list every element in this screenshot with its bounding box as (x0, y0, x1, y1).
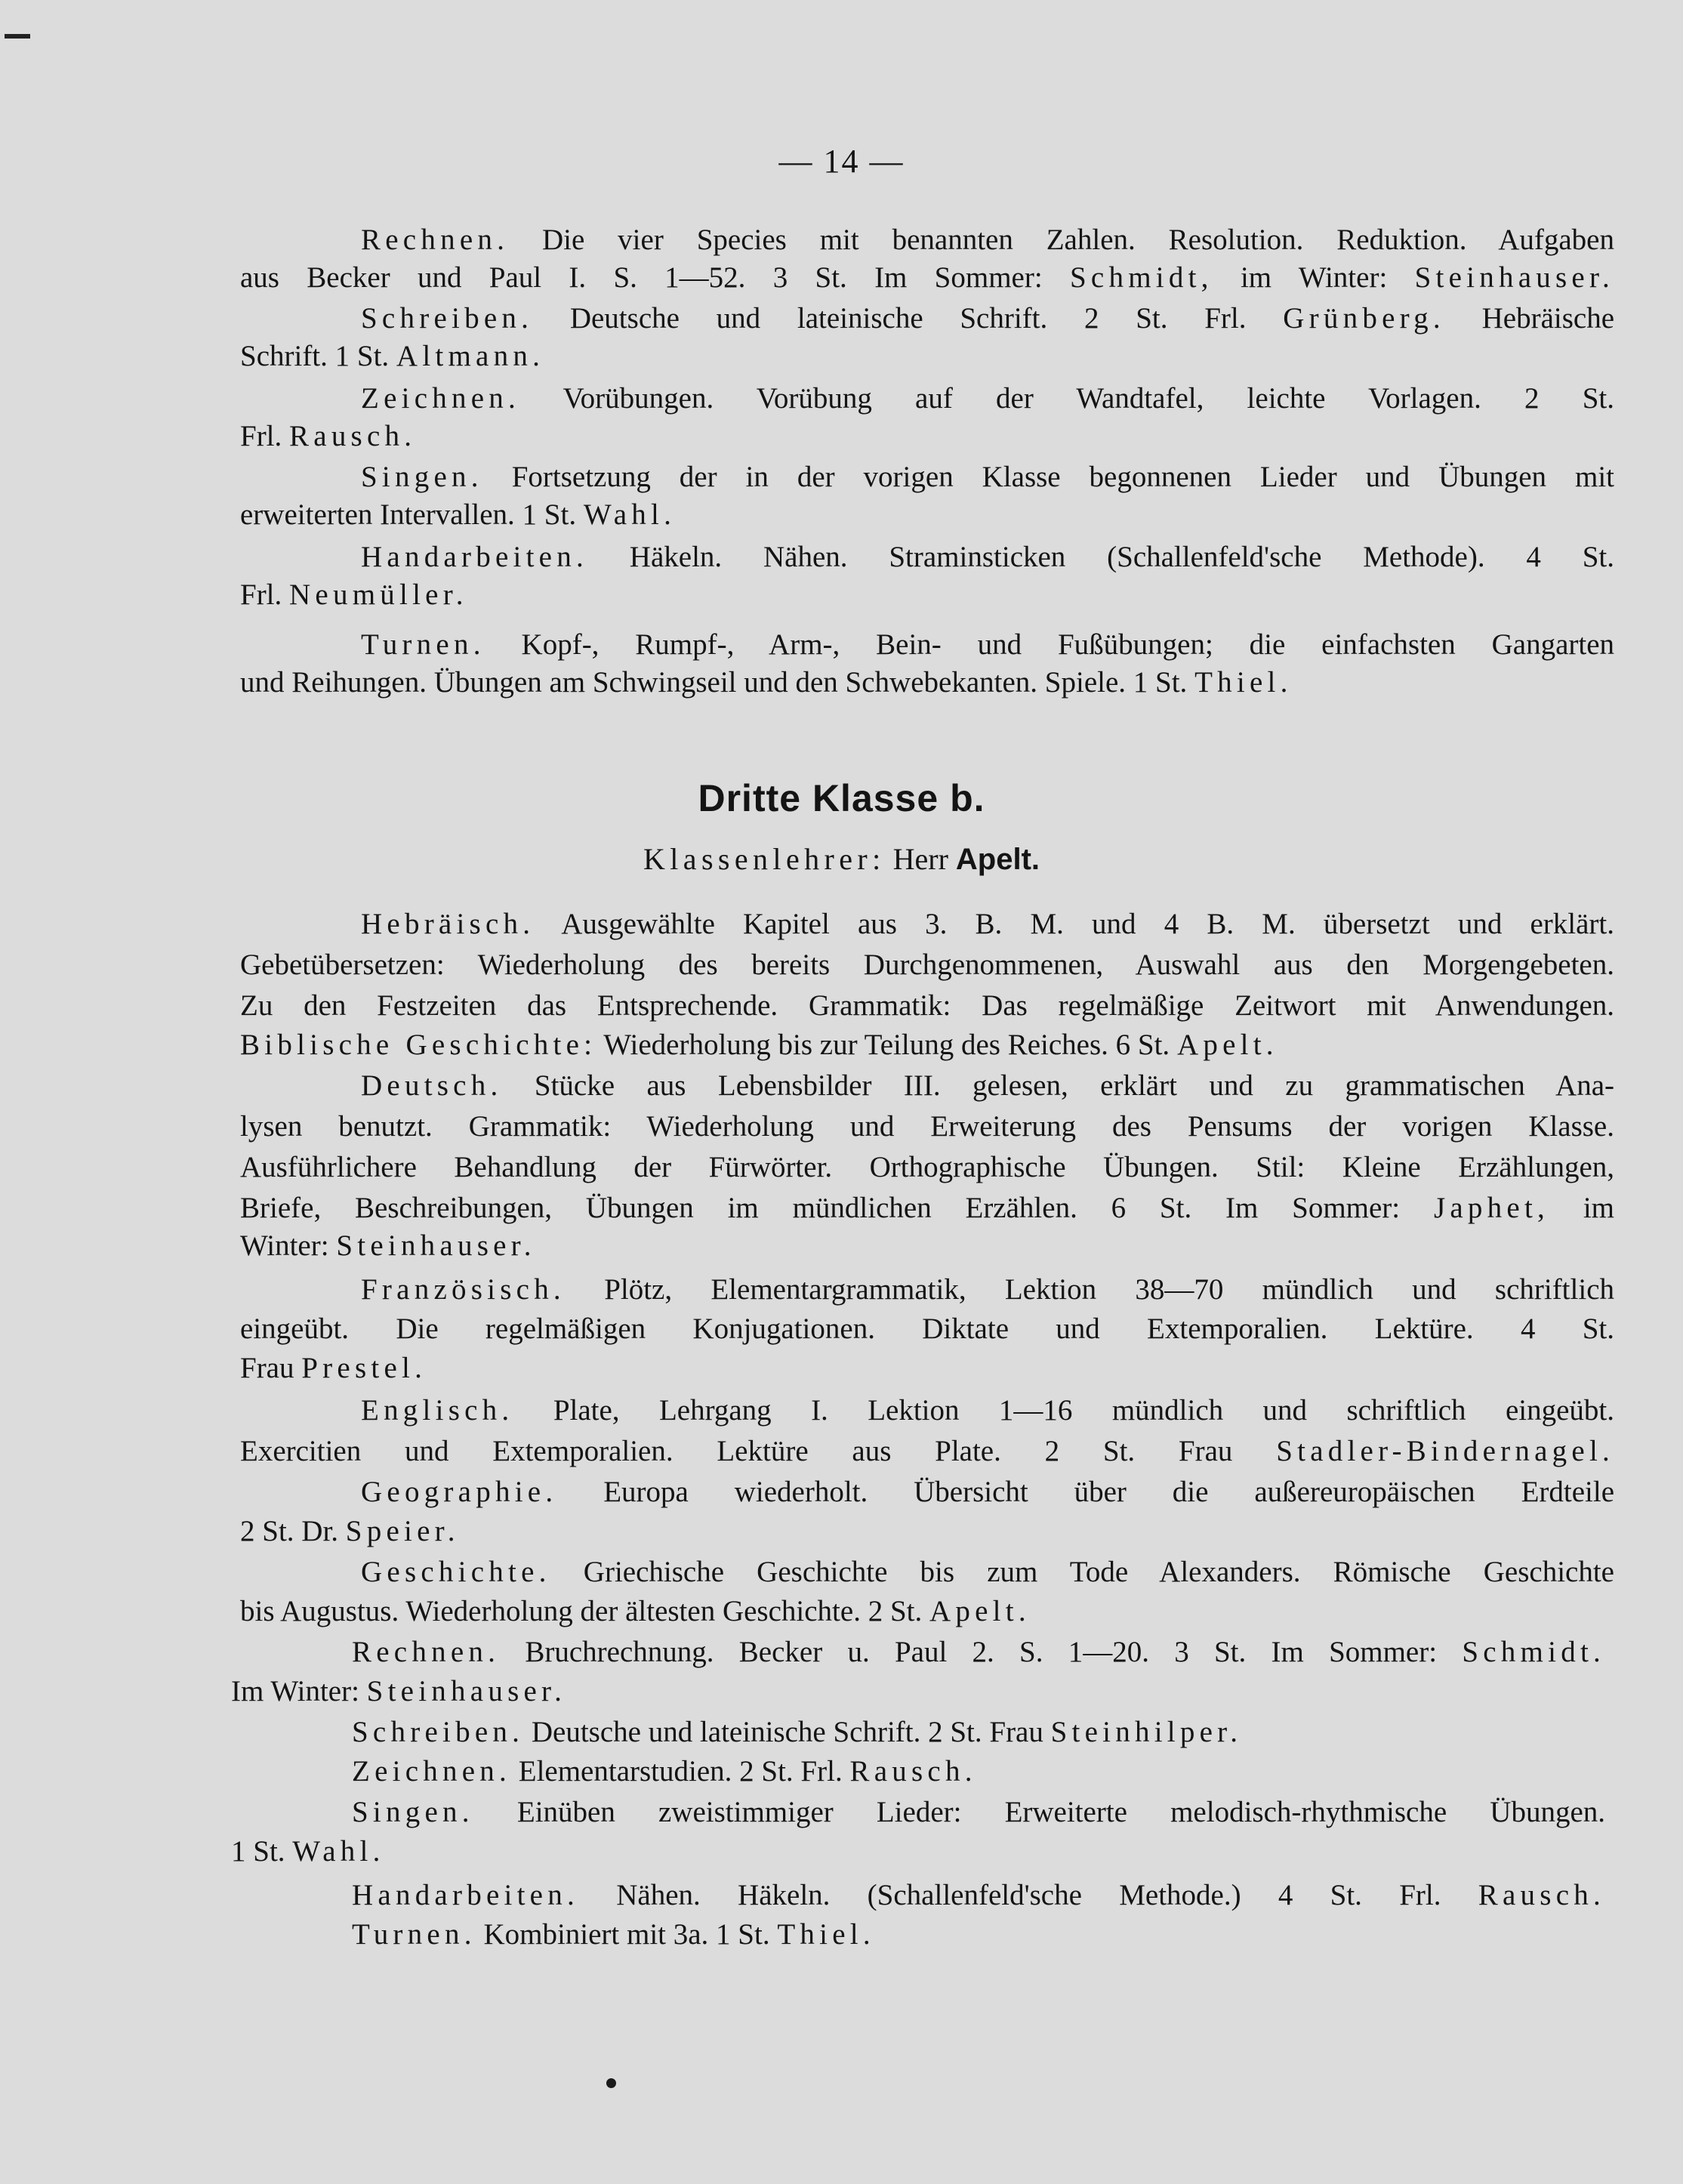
subject-geographie: Geographie. (361, 1476, 558, 1508)
subject-rechnen: Rechnen. (352, 1636, 501, 1668)
section-title: Dritte Klasse b. (698, 777, 985, 819)
teacher-name: Prestel. (301, 1352, 427, 1384)
rechnen2-line-1: Rechnen. Bruchrechnung. Becker u. Paul 2. S. 1—20. 3 St. Im Sommer: Schmidt. (352, 1636, 1606, 1668)
subject-handarbeiten: Handarbeiten. (352, 1879, 579, 1911)
zeichnen-line-2: Frl. Rausch. (240, 420, 417, 452)
subject-zeichnen: Zeichnen. (352, 1755, 511, 1788)
subject-franzoesisch: Französisch. (361, 1273, 566, 1306)
teacher-name: Steinhauser. (366, 1675, 567, 1707)
subject-turnen: Turnen. (352, 1918, 476, 1951)
zeichnen2-line-1: Zeichnen. Elementarstudien. 2 St. Frl. Rausch. (352, 1755, 977, 1788)
teacher-name: Thiel. (1194, 666, 1293, 699)
subject-schreiben: Schreiben. (361, 302, 534, 335)
subject-deutsch: Deutsch. (361, 1069, 503, 1102)
turnen2-line-1: Turnen. Kombiniert mit 3a. 1 St. Thiel. (352, 1918, 875, 1951)
teacher-name: Apelt. (1176, 1029, 1278, 1061)
hebraeisch-line-4: Biblische Geschichte: Wiederholung bis zur Teilung des Reiches. 6 St. Apelt. (240, 1029, 1278, 1061)
rechnen2-line-2: Im Winter: Steinhauser. (231, 1675, 567, 1707)
teacher-name: Stadler-Bindernagel. (1276, 1435, 1615, 1467)
teacher-name: Altmann. (396, 340, 545, 372)
rechnen-line-2: aus Becker und Paul I. S. 1—52. 3 St. Im Sommer: Schmidt, im Winter: Steinhauser. (240, 261, 1615, 294)
singen-line-1: Singen. Fortsetzung der in der vorigen Klasse begonnenen Lieder und Übungen mit (361, 461, 1614, 493)
teacher-name: Schmidt, (1069, 261, 1213, 294)
hebraeisch-line-1: Hebräisch. Ausgewählte Kapitel aus 3. B. M. und 4 B. M. übersetzt und erklärt. (361, 908, 1614, 940)
subject-englisch: Englisch. (361, 1394, 514, 1427)
handarbeiten2-line-1: Handarbeiten. Nähen. Häkeln. (Schallenfeld'sche Methode.) 4 St. Frl. Rausch. (352, 1879, 1605, 1911)
deutsch-line-5: Winter: Steinhauser. (240, 1229, 536, 1262)
subject-hebraeisch: Hebräisch. (361, 908, 535, 940)
deutsch-line-2: lysen benutzt. Grammatik: Wiederholung und Erweiterung des Pensums der vorigen Klasse. (240, 1110, 1614, 1143)
teacher-name: Speier. (345, 1515, 460, 1547)
geographie-line-2: 2 St. Dr. Speier. (240, 1515, 460, 1547)
teacher-name: Rausch. (289, 420, 417, 452)
subject-zeichnen: Zeichnen. (361, 382, 520, 415)
klassenlehrer-name: Apelt. (955, 843, 1040, 876)
teacher-name: Wahl. (583, 498, 677, 531)
englisch-line-2: Exercitien und Extemporalien. Lektüre aus Plate. 2 St. Frau Stadler-Bindernagel. (240, 1435, 1615, 1467)
teacher-name: Rausch. (1478, 1879, 1605, 1911)
edge-mark (5, 34, 30, 39)
teacher-name: Steinhauser. (1414, 261, 1615, 294)
teacher-name: Steinhilper. (1050, 1716, 1243, 1748)
teacher-name: Schmidt. (1462, 1636, 1606, 1668)
geschichte-line-1: Geschichte. Griechische Geschichte bis zum Tode Alexanders. Römische Geschichte (361, 1556, 1614, 1588)
teacher-name: Neumüller. (289, 578, 468, 611)
page-number: — 14 — (778, 143, 905, 180)
turnen-line-1: Turnen. Kopf-, Rumpf-, Arm-, Bein- und Fußübungen; die einfachsten Gangarten (361, 628, 1615, 661)
deutsch-line-1: Deutsch. Stücke aus Lebensbilder III. gelesen, erklärt und zu grammatischen Ana- (361, 1069, 1615, 1102)
klassenlehrer-line: Klassenlehrer: Herr Apelt. (643, 842, 1040, 876)
teacher-name: Rausch. (849, 1755, 977, 1788)
subject-turnen: Turnen. (361, 628, 485, 661)
subject-geschichte: Geschichte. (361, 1556, 551, 1588)
zeichnen-line-1: Zeichnen. Vorübungen. Vorübung auf der Wandtafel, leichte Vorlagen. 2 St. (361, 382, 1615, 415)
turnen-line-2: und Reihungen. Übungen am Schwingseil und den Schwebekanten. Spiele. 1 St. Thiel. (240, 666, 1293, 699)
franzoesisch-line-3: Frau Prestel. (240, 1352, 427, 1384)
teacher-name: Apelt. (929, 1595, 1031, 1627)
geschichte-line-2: bis Augustus. Wiederholung der ältesten Geschichte. 2 St. Apelt. (240, 1595, 1031, 1627)
subject-singen: Singen. (352, 1796, 474, 1828)
handarbeiten-line-2: Frl. Neumüller. (240, 578, 468, 611)
teacher-name: Japhet, (1433, 1192, 1550, 1224)
singen-line-2: erweiterten Intervallen. 1 St. Wahl. (240, 498, 677, 531)
hebraeisch-line-2: Gebetübersetzen: Wiederholung des bereits Durchgenommenen, Auswahl aus den Morgengebeten. (240, 949, 1614, 981)
rechnen-line-1: Rechnen. Die vier Species mit benannten Zahlen. Resolution. Reduktion. Aufgaben (361, 224, 1614, 256)
schreiben2-line-1: Schreiben. Deutsche und lateinische Schrift. 2 St. Frau Steinhilper. (352, 1716, 1243, 1748)
teacher-name: Steinhauser. (336, 1229, 536, 1262)
teacher-name: Thiel. (777, 1918, 875, 1951)
handarbeiten-line-1: Handarbeiten. Häkeln. Nähen. Straminsticken (Schallenfeld'sche Methode). 4 St. (361, 541, 1615, 573)
subject-rechnen: Rechnen. (361, 224, 510, 256)
schreiben-line-1: Schreiben. Deutsche und lateinische Schrift. 2 St. Frl. Grünberg. Hebräische (361, 302, 1615, 335)
ink-dot (606, 2078, 616, 2088)
hebraeisch-line-3: Zu den Festzeiten das Entsprechende. Grammatik: Das regelmäßige Zeitwort mit Anwendungen. (240, 989, 1615, 1022)
teacher-name: Grünberg. (1283, 302, 1445, 335)
schreiben-line-2: Schrift. 1 St. Altmann. (240, 340, 545, 372)
englisch-line-1: Englisch. Plate, Lehrgang I. Lektion 1—16 mündlich und schriftlich eingeübt. (361, 1394, 1615, 1427)
franzoesisch-line-1: Französisch. Plötz, Elementargrammatik, Lektion 38—70 mündlich und schriftlich (361, 1273, 1615, 1306)
teacher-name: Wahl. (292, 1835, 385, 1868)
deutsch-line-4: Briefe, Beschreibungen, Übungen im mündlichen Erzählen. 6 St. Im Sommer: Japhet, im (240, 1192, 1615, 1224)
singen2-line-2: 1 St. Wahl. (231, 1835, 385, 1868)
subject-schreiben: Schreiben. (352, 1716, 525, 1748)
geographie-line-1: Geographie. Europa wiederholt. Übersicht über die außereuropäischen Erdteile (361, 1476, 1615, 1508)
subject-singen: Singen. (361, 461, 483, 493)
subject-handarbeiten: Handarbeiten. (361, 541, 588, 573)
singen2-line-1: Singen. Einüben zweistimmiger Lieder: Erweiterte melodisch-rhythmische Übungen. (352, 1796, 1606, 1828)
deutsch-line-3: Ausführlichere Behandlung der Fürwörter. Orthographische Übungen. Stil: Kleine Erzählungen, (240, 1151, 1614, 1183)
franzoesisch-line-2: eingeübt. Die regelmäßigen Konjugationen. Diktate und Extemporalien. Lektüre. 4 St. (240, 1313, 1614, 1345)
